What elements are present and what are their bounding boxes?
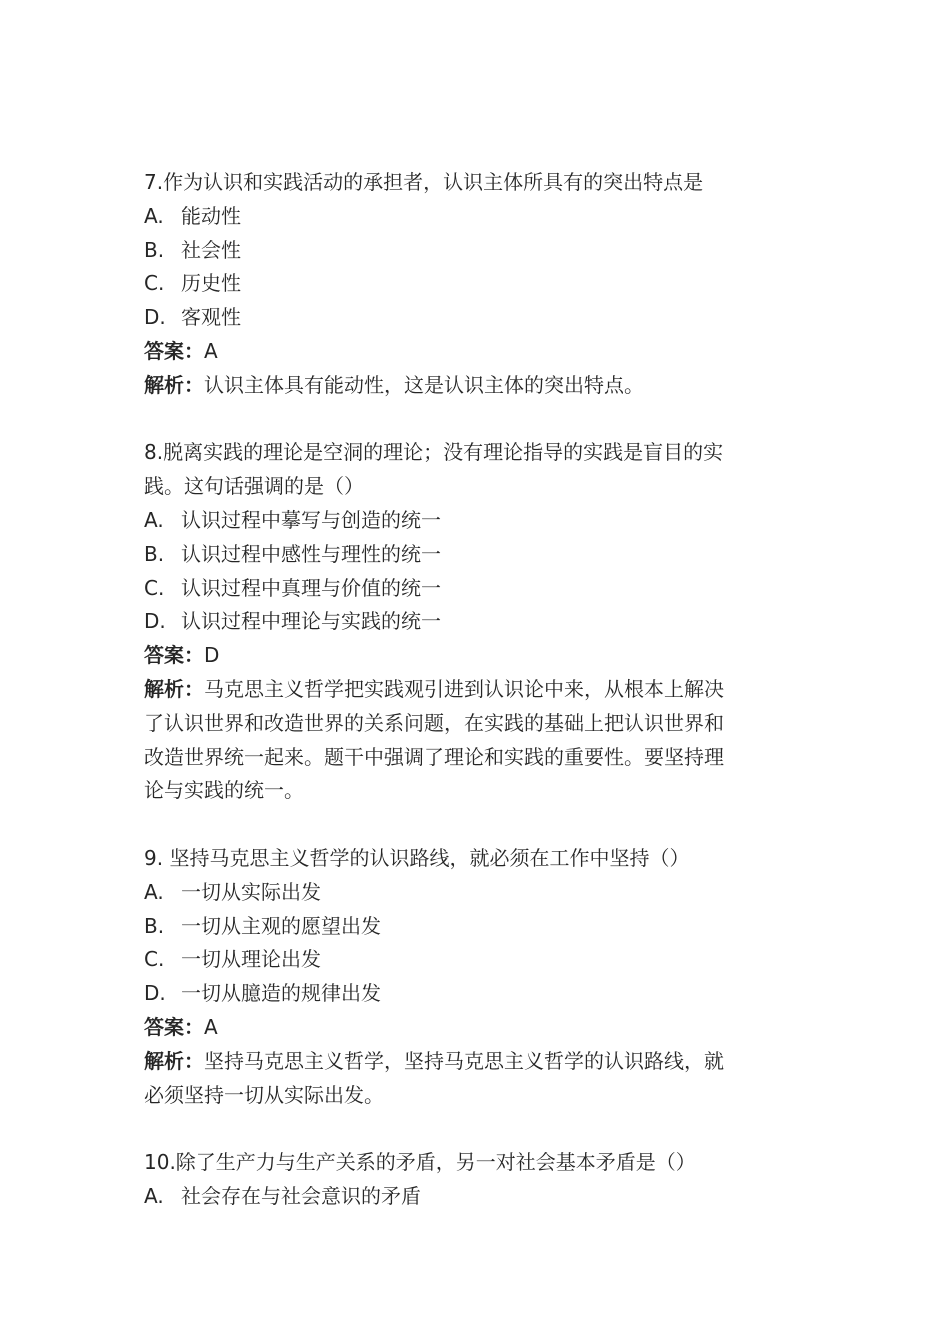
answer [144, 335, 804, 369]
question-stem: 10.除了生产力与生产关系的矛盾，另一对社会基本矛盾是（） [144, 1150, 696, 1175]
analysis [144, 1045, 804, 1079]
answer [144, 1011, 804, 1045]
analysis-cont: 了认识世界和改造世界的关系问题，在实践的基础上把认识世界和 [144, 710, 724, 735]
question-10 [144, 1146, 804, 1214]
analysis-cont: 改造世界统一起来。题干中强调了理论和实践的重要性。要坚持理 [144, 744, 724, 769]
option-letter: C. [144, 947, 165, 972]
document-page [144, 166, 804, 1248]
option-b [144, 910, 804, 944]
option-text: 一切从主观的愿望出发 [181, 913, 381, 938]
analysis-text: 认识主体具有能动性，这是认识主体的突出特点。 [204, 372, 644, 397]
analysis [144, 673, 804, 707]
option-letter: D. [144, 305, 166, 330]
analysis-label: 解析： [144, 1048, 204, 1073]
option-text: 一切从臆造的规律出发 [181, 981, 381, 1006]
question-7 [144, 166, 804, 403]
option-letter: B. [144, 237, 165, 262]
question-stem-cont: 践。这句话强调的是（） [144, 474, 364, 499]
answer-value: D [204, 643, 220, 668]
answer-value: A [204, 1014, 218, 1039]
option-a [144, 200, 804, 234]
option-text: 一切从实际出发 [181, 879, 321, 904]
option-letter: B. [144, 913, 165, 938]
option-c [144, 943, 804, 977]
option-d [144, 977, 804, 1011]
option-c [144, 572, 804, 606]
option-text: 社会存在与社会意识的矛盾 [181, 1183, 421, 1208]
question-stem: 9. 坚持马克思主义哲学的认识路线，就必须在工作中坚持（） [144, 845, 690, 870]
option-letter: A. [144, 507, 164, 532]
question-8 [144, 436, 804, 808]
analysis-label: 解析： [144, 372, 204, 397]
analysis-label: 解析： [144, 676, 204, 701]
option-text: 社会性 [181, 237, 241, 262]
option-letter: B. [144, 541, 165, 566]
question-9 [144, 842, 804, 1112]
option-letter: A. [144, 879, 164, 904]
analysis-cont: 论与实践的统一。 [144, 778, 304, 803]
option-letter: D. [144, 609, 166, 634]
question-stem: 8.脱离实践的理论是空洞的理论；没有理论指导的实践是盲目的实 [144, 440, 724, 465]
answer [144, 639, 804, 673]
answer-label: 答案： [144, 1014, 204, 1039]
option-text: 能动性 [181, 203, 241, 228]
answer-label: 答案： [144, 643, 204, 668]
option-b [144, 538, 804, 572]
option-b [144, 234, 804, 268]
analysis [144, 369, 804, 403]
option-letter: C. [144, 271, 165, 296]
analysis-text: 坚持马克思主义哲学，坚持马克思主义哲学的认识路线，就 [204, 1048, 724, 1073]
option-text: 认识过程中摹写与创造的统一 [181, 507, 441, 532]
answer-value: A [204, 338, 218, 363]
option-a [144, 1180, 804, 1214]
option-d [144, 605, 804, 639]
answer-label: 答案： [144, 338, 204, 363]
option-letter: A. [144, 203, 164, 228]
option-c [144, 267, 804, 301]
analysis-text: 马克思主义哲学把实践观引进到认识论中来，从根本上解决 [204, 676, 724, 701]
option-text: 认识过程中理论与实践的统一 [181, 609, 441, 634]
option-a [144, 504, 804, 538]
option-text: 客观性 [181, 305, 241, 330]
option-a [144, 876, 804, 910]
question-stem: 7.作为认识和实践活动的承担者，认识主体所具有的突出特点是 [144, 170, 704, 194]
option-letter: D. [144, 981, 166, 1006]
option-text: 历史性 [181, 271, 241, 296]
option-text: 认识过程中真理与价值的统一 [181, 575, 441, 600]
option-letter: A. [144, 1183, 164, 1208]
option-text: 一切从理论出发 [181, 947, 321, 972]
option-text: 认识过程中感性与理性的统一 [181, 541, 441, 566]
analysis-cont: 必须坚持一切从实际出发。 [144, 1082, 384, 1107]
option-d [144, 301, 804, 335]
option-letter: C. [144, 575, 165, 600]
